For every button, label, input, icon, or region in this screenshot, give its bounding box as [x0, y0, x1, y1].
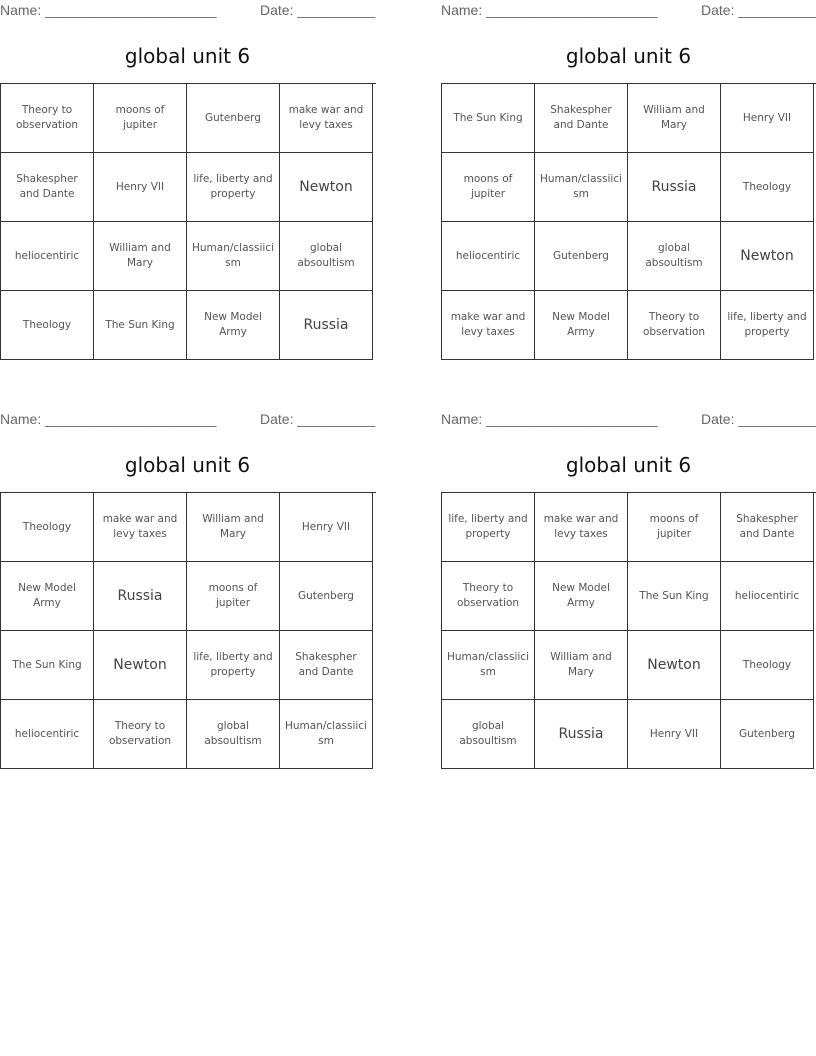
- bingo-cell: Shakespher and Dante: [721, 493, 814, 562]
- bingo-cell: New Model Army: [535, 291, 628, 360]
- bingo-cell: New Model Army: [187, 291, 280, 360]
- bingo-cell: Henry VII: [628, 700, 721, 769]
- bingo-cell: Gutenberg: [280, 562, 373, 631]
- bingo-cell: moons of jupiter: [442, 153, 535, 222]
- bingo-cell: heliocentiric: [1, 700, 94, 769]
- bingo-cell: Newton: [280, 153, 373, 222]
- bingo-cell: Newton: [628, 631, 721, 700]
- bingo-cell: William and Mary: [94, 222, 187, 291]
- bingo-cell: Human/classiicism: [280, 700, 373, 769]
- header-row: [0, 409, 375, 431]
- bingo-cell: Henry VII: [721, 84, 814, 153]
- bingo-cell: global absoultism: [187, 700, 280, 769]
- bingo-cell: William and Mary: [628, 84, 721, 153]
- bingo-cell: Shakespher and Dante: [280, 631, 373, 700]
- bingo-cell: Theology: [721, 153, 814, 222]
- bingo-cell: William and Mary: [187, 493, 280, 562]
- header-row: [441, 0, 816, 22]
- bingo-cell: Russia: [94, 562, 187, 631]
- header-row: [441, 409, 816, 431]
- bingo-cell: Theology: [1, 291, 94, 360]
- bingo-cell: The Sun King: [628, 562, 721, 631]
- date-field[interactable]: Date: __________: [260, 411, 376, 427]
- bingo-cell: moons of jupiter: [628, 493, 721, 562]
- bingo-cell: life, liberty and property: [187, 153, 280, 222]
- bingo-cell: Russia: [280, 291, 373, 360]
- bingo-cell: moons of jupiter: [94, 84, 187, 153]
- bingo-cell: global absoultism: [280, 222, 373, 291]
- bingo-grid: [441, 492, 816, 769]
- bingo-cell: Henry VII: [280, 493, 373, 562]
- bingo-cell: Theory to observation: [628, 291, 721, 360]
- bingo-cell: heliocentiric: [721, 562, 814, 631]
- bingo-cell: Gutenberg: [535, 222, 628, 291]
- bingo-cell: Newton: [721, 222, 814, 291]
- bingo-card-1: [0, 0, 375, 360]
- bingo-cell: life, liberty and property: [721, 291, 814, 360]
- bingo-cell: Henry VII: [94, 153, 187, 222]
- bingo-cell: global absoultism: [628, 222, 721, 291]
- bingo-cell: The Sun King: [94, 291, 187, 360]
- date-field[interactable]: Date: __________: [701, 2, 816, 18]
- bingo-cell: life, liberty and property: [442, 493, 535, 562]
- bingo-cell: make war and levy taxes: [280, 84, 373, 153]
- bingo-cell: moons of jupiter: [187, 562, 280, 631]
- bingo-cell: make war and levy taxes: [535, 493, 628, 562]
- bingo-cell: The Sun King: [442, 84, 535, 153]
- bingo-cell: life, liberty and property: [187, 631, 280, 700]
- bingo-cell: New Model Army: [535, 562, 628, 631]
- card-title: global unit 6: [565, 453, 692, 477]
- bingo-cell: heliocentiric: [442, 222, 535, 291]
- date-field[interactable]: Date: __________: [701, 411, 816, 427]
- bingo-cell: Newton: [94, 631, 187, 700]
- card-title: global unit 6: [124, 453, 251, 477]
- bingo-card-2: [441, 0, 816, 360]
- bingo-grid: [441, 83, 816, 360]
- bingo-cell: Theory to observation: [442, 562, 535, 631]
- bingo-cell: Theology: [1, 493, 94, 562]
- bingo-cell: Shakespher and Dante: [535, 84, 628, 153]
- bingo-cell: Human/classiicism: [187, 222, 280, 291]
- bingo-cell: Gutenberg: [721, 700, 814, 769]
- card-title: global unit 6: [124, 44, 251, 68]
- bingo-cell: Theology: [721, 631, 814, 700]
- bingo-cell: global absoultism: [442, 700, 535, 769]
- bingo-cell: New Model Army: [1, 562, 94, 631]
- header-row: [0, 0, 375, 22]
- date-field[interactable]: Date: __________: [260, 2, 376, 18]
- bingo-cell: make war and levy taxes: [94, 493, 187, 562]
- bingo-grid: [0, 83, 376, 360]
- bingo-cell: The Sun King: [1, 631, 94, 700]
- bingo-cell: Russia: [535, 700, 628, 769]
- bingo-card-4: [441, 409, 816, 769]
- bingo-cell: Shakespher and Dante: [1, 153, 94, 222]
- bingo-cell: Russia: [628, 153, 721, 222]
- bingo-cell: Theory to observation: [1, 84, 94, 153]
- bingo-cell: William and Mary: [535, 631, 628, 700]
- bingo-cell: make war and levy taxes: [442, 291, 535, 360]
- bingo-grid: [0, 492, 376, 769]
- bingo-cell: Theory to observation: [94, 700, 187, 769]
- name-field[interactable]: Name: ______________________: [0, 411, 217, 427]
- name-field[interactable]: Name: ______________________: [0, 2, 217, 18]
- name-field[interactable]: Name: ______________________: [441, 411, 658, 427]
- bingo-card-3: [0, 409, 375, 769]
- bingo-cell: heliocentiric: [1, 222, 94, 291]
- bingo-cell: Gutenberg: [187, 84, 280, 153]
- card-title: global unit 6: [565, 44, 692, 68]
- name-field[interactable]: Name: ______________________: [441, 2, 658, 18]
- bingo-cell: Human/classiicism: [442, 631, 535, 700]
- bingo-cell: Human/classiicism: [535, 153, 628, 222]
